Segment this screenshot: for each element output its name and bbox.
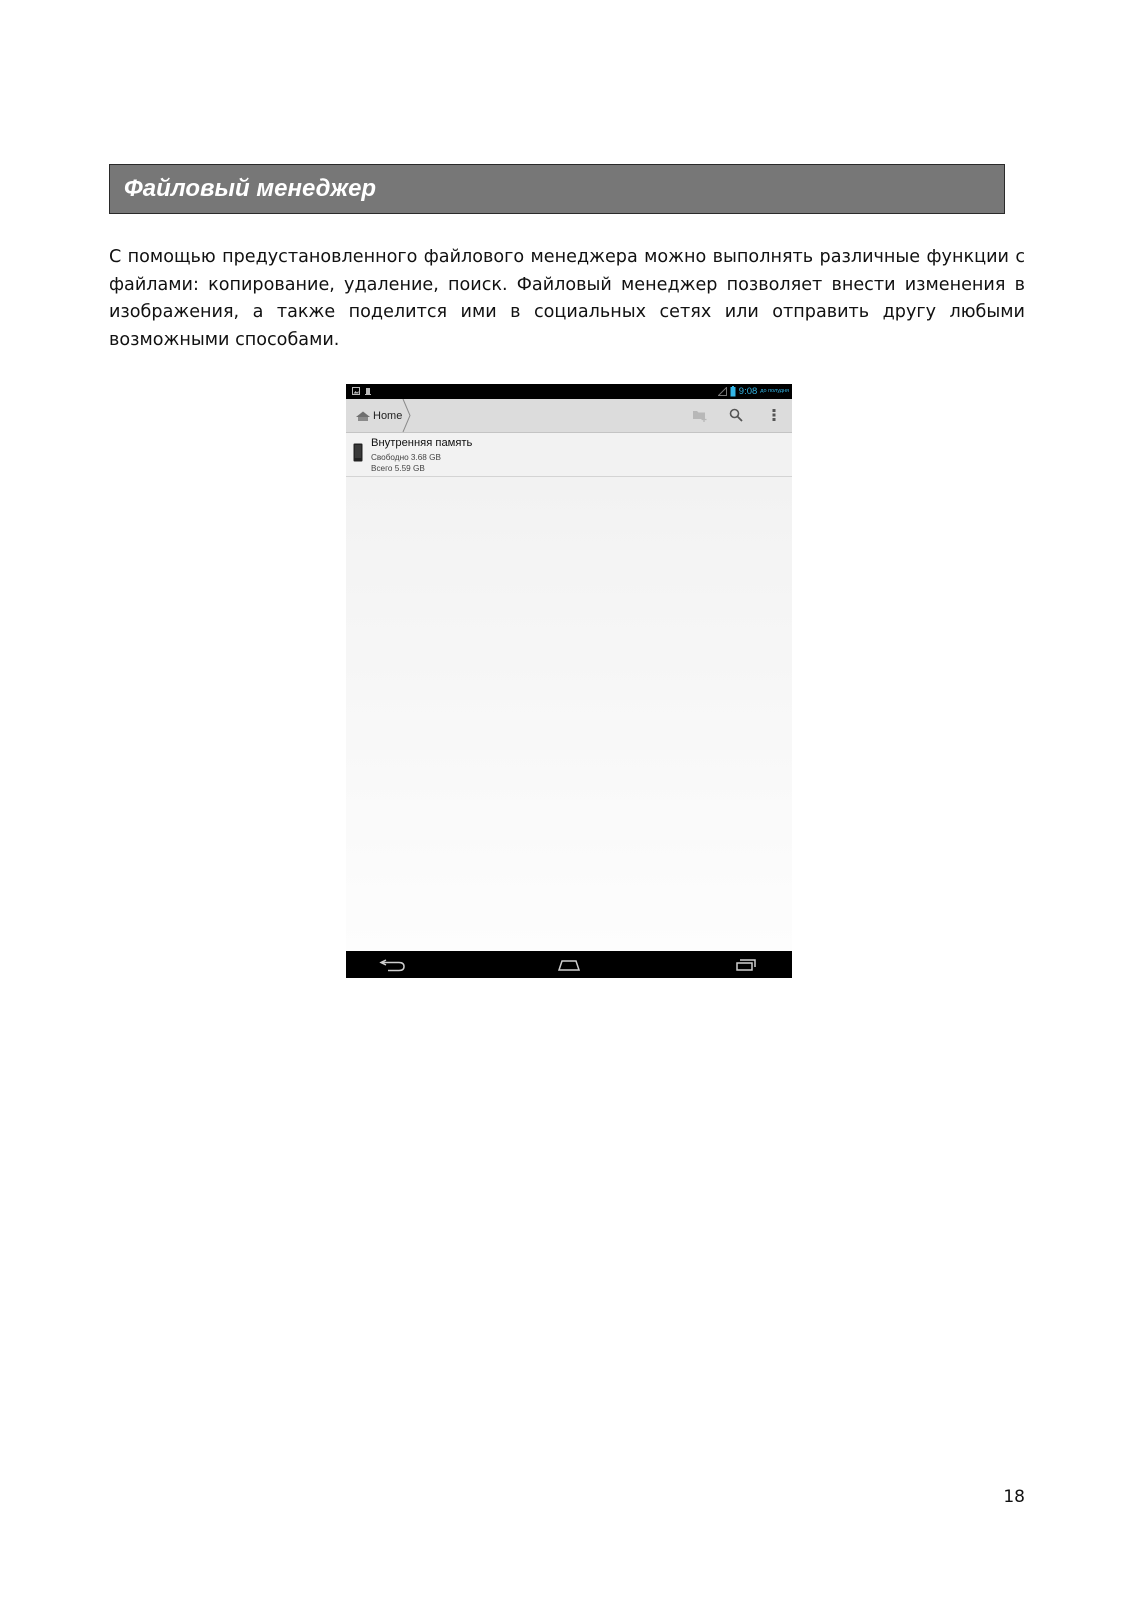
usb-notification-icon	[365, 388, 371, 395]
section-header	[109, 164, 1005, 214]
section-title: Файловый менеджер	[124, 175, 377, 202]
storage-total: Всего 5.59 GB	[371, 464, 425, 473]
recent-apps-icon[interactable]	[735, 956, 757, 973]
breadcrumb-chevron-icon	[402, 399, 412, 432]
home-nav-icon[interactable]	[557, 956, 581, 973]
storage-item-internal[interactable]	[346, 433, 792, 477]
file-manager-screenshot	[346, 384, 792, 978]
back-icon[interactable]	[379, 956, 407, 973]
navigation-bar	[346, 951, 792, 978]
home-icon	[355, 410, 371, 422]
signal-icon	[718, 387, 727, 396]
notification-icons	[352, 387, 374, 396]
intro-paragraph: С помощью предустановленного файлового менеджера можно выполнять различные функции с файлами: копирование, удаление, поиск. Файловый менеджер позволяет внести изменения в изображения, а также поделится ими в социальных сетях или отправить другу любыми возможными способами.	[109, 247, 1025, 350]
phone-storage-icon	[353, 443, 363, 462]
image-notification-icon	[353, 388, 360, 395]
overflow-menu-icon[interactable]	[766, 407, 782, 423]
page-number: 18	[1003, 1487, 1025, 1507]
new-folder-icon[interactable]	[692, 407, 708, 423]
empty-list-area	[346, 477, 792, 951]
battery-icon	[730, 386, 736, 397]
storage-free: Свободно 3.68 GB	[371, 453, 441, 462]
search-icon[interactable]	[728, 407, 744, 423]
breadcrumb-home[interactable]	[355, 399, 402, 432]
status-bar	[346, 384, 792, 399]
status-tray	[718, 384, 789, 399]
action-bar	[346, 399, 792, 433]
storage-title: Внутренняя память	[371, 437, 473, 449]
status-clock: 9:08	[738, 386, 758, 397]
breadcrumb-label: Home	[373, 409, 403, 422]
status-am-pm: до полудня	[760, 388, 789, 394]
